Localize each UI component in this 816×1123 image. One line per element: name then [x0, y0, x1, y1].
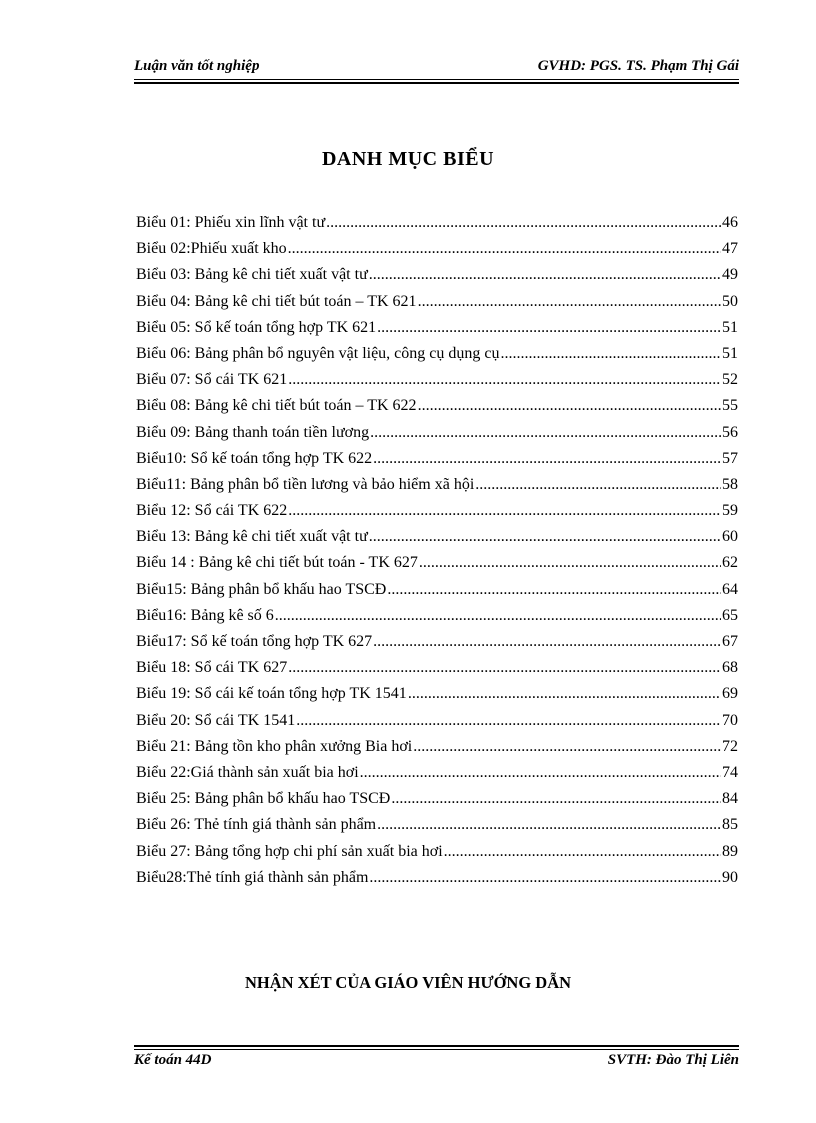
toc-entry-page: 85 — [722, 816, 738, 834]
toc-entry-page: 59 — [722, 502, 738, 520]
toc-entry-label: Biểu16: Bảng kê số 6 — [136, 606, 274, 624]
toc-entry-page: 69 — [722, 685, 738, 703]
header-divider — [134, 79, 739, 84]
toc-leader-dots — [369, 869, 721, 887]
toc-entry — [136, 450, 738, 476]
footer-student-label: SVTH: Đào Thị Liên — [607, 1052, 739, 1068]
toc-leader-dots — [373, 450, 721, 468]
toc-entry-label: Biểu11: Bảng phân bổ tiền lương và bảo hiểm xã hội — [136, 475, 475, 493]
toc-entry-label: Biểu15: Bảng phân bổ khấu hao TSCĐ — [136, 580, 387, 598]
toc-entry — [136, 424, 738, 450]
page-header — [134, 58, 739, 75]
toc-entry-label: Biểu 05: Sổ kế toán tổng hợp TK 621 — [136, 318, 377, 336]
toc-entry-page: 65 — [722, 606, 738, 624]
toc-leader-dots — [275, 607, 721, 625]
toc-entry-page: 50 — [722, 292, 738, 310]
toc-entry — [136, 476, 738, 502]
toc-leader-dots — [377, 319, 721, 337]
toc-entry-page: 60 — [722, 528, 738, 546]
toc-leader-dots — [391, 790, 721, 808]
toc-entry-label: Biểu 09: Bảng thanh toán tiền lương — [136, 423, 370, 441]
toc-entry-page: 89 — [722, 842, 738, 860]
toc-leader-dots — [288, 240, 721, 258]
toc-entry-label: Biểu 03: Bảng kê chi tiết xuất vật tư — [136, 266, 368, 284]
toc-entry-page: 70 — [722, 711, 738, 729]
toc-entry — [136, 345, 738, 371]
toc-entry-page: 46 — [722, 214, 738, 231]
header-advisor-label: GVHD: PGS. TS. Phạm Thị Gái — [537, 58, 739, 74]
toc-entry-label: Biểu 02:Phiếu xuất kho — [136, 240, 287, 258]
toc-entry — [136, 869, 738, 895]
toc-leader-dots — [377, 816, 721, 834]
toc-entry-label: Biểu 12: Sổ cái TK 622 — [136, 502, 288, 520]
toc-entry-label: Biểu 21: Bảng tồn kho phân xưởng Bia hơi — [136, 737, 413, 755]
toc-entry — [136, 764, 738, 790]
toc-entry-page: 84 — [722, 790, 738, 808]
section-heading: NHẬN XÉT CỦA GIÁO VIÊN HƯỚNG DẪN — [244, 973, 572, 992]
toc-entry-label: Biểu 22:Giá thành sản xuất bia hơi — [136, 763, 359, 781]
toc-entry-page: 68 — [722, 659, 738, 677]
toc-entry-label: Biểu 13: Bảng kê chi tiết xuất vật tư — [136, 528, 368, 546]
toc-entry — [136, 371, 738, 397]
toc-entry-label: Biểu 14 : Bảng kê chi tiết bút toán - TK 627 — [136, 554, 418, 572]
toc-entry-label: Biểu 01: Phiếu xin lĩnh vật tư — [136, 214, 326, 231]
toc-leader-dots — [370, 424, 721, 442]
toc-entry-page: 51 — [722, 318, 738, 336]
toc-entry — [136, 397, 738, 423]
toc-entry-page: 55 — [722, 397, 738, 415]
toc-entry — [136, 712, 738, 738]
toc-entry-label: Biểu17: Sổ kế toán tổng hợp TK 627 — [136, 633, 373, 650]
toc-entry — [136, 633, 738, 659]
toc-leader-dots — [326, 214, 721, 232]
toc-leader-dots — [288, 371, 721, 389]
toc-entry-label: Biểu 19: Sổ cái kế toán tổng hợp TK 1541 — [136, 685, 407, 703]
toc-entry-page: 47 — [722, 240, 738, 258]
toc-entry — [136, 581, 738, 607]
page-title: DANH MỤC BIỂU — [321, 148, 495, 170]
toc-leader-dots — [500, 345, 721, 363]
toc-entry-label: Biểu 07: Sổ cái TK 621 — [136, 371, 288, 389]
toc-leader-dots — [296, 712, 721, 730]
toc-entry-label: Biểu 27: Bảng tổng hợp chi phí sản xuất bia hơi — [136, 842, 443, 860]
toc-entry — [136, 843, 738, 869]
toc-entry — [136, 293, 738, 319]
toc-leader-dots — [413, 738, 721, 756]
toc-entry-page: 56 — [722, 423, 738, 441]
toc-leader-dots — [444, 843, 721, 861]
toc-entry — [136, 738, 738, 764]
table-of-figures — [136, 214, 738, 895]
toc-entry — [136, 240, 738, 266]
toc-leader-dots — [373, 633, 721, 651]
toc-entry-page: 90 — [722, 868, 738, 886]
toc-entry — [136, 685, 738, 711]
toc-leader-dots — [288, 502, 721, 520]
toc-entry — [136, 319, 738, 345]
footer-divider — [134, 1045, 739, 1050]
toc-leader-dots — [418, 293, 721, 311]
toc-leader-dots — [419, 554, 721, 572]
toc-entry-page: 49 — [722, 266, 738, 284]
toc-leader-dots — [360, 764, 721, 782]
toc-entry-label: Biểu 06: Bảng phân bổ nguyên vật liệu, công cụ dụng cụ — [136, 344, 500, 362]
toc-entry — [136, 790, 738, 816]
toc-entry-page: 62 — [722, 554, 738, 572]
toc-entry-label: Biểu 08: Bảng kê chi tiết bút toán – TK 622 — [136, 397, 417, 415]
footer-class-label: Kế toán 44D — [134, 1052, 212, 1068]
page-footer — [134, 1052, 739, 1069]
toc-entry-page: 64 — [722, 580, 738, 598]
toc-entry — [136, 214, 738, 240]
toc-leader-dots — [369, 266, 721, 284]
toc-entry-label: Biểu28:Thẻ tính giá thành sản phẩm — [136, 868, 369, 886]
toc-entry-page: 52 — [722, 371, 738, 389]
toc-leader-dots — [288, 659, 721, 677]
toc-entry-page: 72 — [722, 737, 738, 755]
toc-entry — [136, 554, 738, 580]
toc-entry-label: Biểu 26: Thẻ tính giá thành sản phẩm — [136, 816, 377, 834]
toc-entry-page: 51 — [722, 344, 738, 362]
toc-entry-label: Biểu 04: Bảng kê chi tiết bút toán – TK 621 — [136, 292, 417, 310]
toc-entry-page: 58 — [722, 475, 738, 493]
toc-entry-label: Biểu 18: Sổ cái TK 627 — [136, 659, 288, 677]
toc-leader-dots — [387, 581, 721, 599]
toc-leader-dots — [418, 397, 721, 415]
toc-entry-label: Biểu10: Sổ kế toán tổng hợp TK 622 — [136, 449, 373, 467]
toc-leader-dots — [475, 476, 721, 494]
toc-leader-dots — [408, 685, 721, 703]
toc-entry-page: 67 — [722, 633, 738, 650]
toc-entry-label: Biểu 25: Bảng phân bổ khấu hao TSCĐ — [136, 790, 391, 808]
toc-entry-page: 74 — [722, 763, 738, 781]
toc-entry — [136, 528, 738, 554]
toc-entry — [136, 607, 738, 633]
toc-entry — [136, 659, 738, 685]
toc-entry-label: Biểu 20: Sổ cái TK 1541 — [136, 711, 296, 729]
toc-leader-dots — [369, 528, 721, 546]
header-thesis-label: Luận văn tốt nghiệp — [134, 58, 260, 74]
toc-entry — [136, 816, 738, 842]
toc-entry-page: 57 — [722, 449, 738, 467]
toc-entry — [136, 502, 738, 528]
toc-entry — [136, 266, 738, 292]
